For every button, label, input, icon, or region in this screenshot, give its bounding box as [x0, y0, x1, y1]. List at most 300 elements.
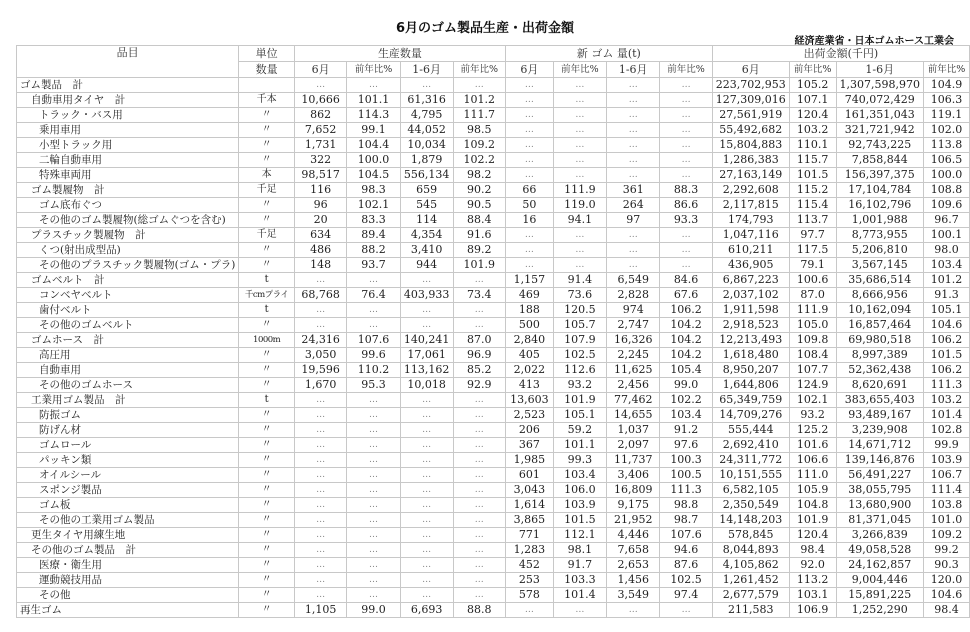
ship-value: 115.4: [789, 198, 836, 213]
ship-value: 3,266,839: [836, 528, 923, 543]
ship-value: 120.0: [924, 573, 970, 588]
table-row: [17, 453, 970, 468]
item-name: 乗用車用: [17, 123, 239, 138]
rubber-value: 253: [505, 573, 553, 588]
prod-value: 98.2: [453, 168, 505, 183]
prod-value: …: [347, 393, 400, 408]
ship-value: 102.0: [924, 123, 970, 138]
ship-value: 125.2: [789, 423, 836, 438]
rubber-value: 87.6: [660, 558, 712, 573]
ship-value: 383,655,403: [836, 393, 923, 408]
unit: 〃: [239, 348, 295, 363]
rubber-value: 88.3: [660, 183, 712, 198]
rubber-value: 413: [505, 378, 553, 393]
prod-value: …: [294, 408, 346, 423]
item-name: 工業用ゴム製品 計: [17, 393, 239, 408]
prod-value: …: [347, 423, 400, 438]
prod-value: 140,241: [400, 333, 453, 348]
prod-value: …: [294, 393, 346, 408]
table-row: [17, 333, 970, 348]
rubber-value: …: [607, 603, 660, 618]
prod-value: …: [347, 498, 400, 513]
prod-value: 114: [400, 213, 453, 228]
header-item: 品目: [17, 46, 239, 78]
item-name: 医療・衛生用: [17, 558, 239, 573]
table-row: [17, 588, 970, 603]
ship-value: 107.7: [789, 363, 836, 378]
prod-value: 20: [294, 213, 346, 228]
unit: 〃: [239, 603, 295, 618]
ship-value: 120.4: [789, 108, 836, 123]
ship-value: 3,567,145: [836, 258, 923, 273]
ship-value: 174,793: [712, 213, 789, 228]
rubber-value: 103.4: [660, 408, 712, 423]
prod-value: …: [453, 438, 505, 453]
header-subcol: 前年比%: [347, 62, 400, 78]
rubber-value: …: [607, 108, 660, 123]
prod-value: …: [347, 453, 400, 468]
ship-value: 2,918,523: [712, 318, 789, 333]
item-name: 防振ゴム: [17, 408, 239, 423]
rubber-value: 9,175: [607, 498, 660, 513]
ship-value: 1,047,116: [712, 228, 789, 243]
ship-value: 105.9: [789, 483, 836, 498]
ship-value: 8,044,893: [712, 543, 789, 558]
rubber-value: 104.2: [660, 333, 712, 348]
prod-value: …: [400, 273, 453, 288]
rubber-value: 2,747: [607, 318, 660, 333]
table-row: [17, 243, 970, 258]
ship-value: 127,309,016: [712, 93, 789, 108]
rubber-value: 91.7: [553, 558, 606, 573]
rubber-value: …: [607, 93, 660, 108]
rubber-value: 3,043: [505, 483, 553, 498]
prod-value: …: [400, 78, 453, 93]
rubber-value: 16,326: [607, 333, 660, 348]
prod-value: …: [453, 318, 505, 333]
ship-value: 99.2: [924, 543, 970, 558]
prod-value: 1,879: [400, 153, 453, 168]
ship-value: 79.1: [789, 258, 836, 273]
ship-value: 8,666,956: [836, 288, 923, 303]
rubber-value: 104.2: [660, 318, 712, 333]
ship-value: 101.9: [789, 513, 836, 528]
unit: 〃: [239, 588, 295, 603]
rubber-value: …: [660, 228, 712, 243]
unit: 〃: [239, 213, 295, 228]
item-name: その他のゴム製品 計: [17, 543, 239, 558]
unit: 〃: [239, 258, 295, 273]
ship-value: 14,709,276: [712, 408, 789, 423]
ship-value: 1,618,480: [712, 348, 789, 363]
ship-value: 107.1: [789, 93, 836, 108]
ship-value: 4,105,862: [712, 558, 789, 573]
ship-value: 24,162,857: [836, 558, 923, 573]
ship-value: 108.4: [789, 348, 836, 363]
rubber-value: 91.4: [553, 273, 606, 288]
ship-value: 101.5: [789, 168, 836, 183]
rubber-value: …: [607, 138, 660, 153]
prod-value: …: [347, 483, 400, 498]
rubber-value: 1,157: [505, 273, 553, 288]
table-row: [17, 423, 970, 438]
rubber-value: …: [660, 258, 712, 273]
item-name: プラスチック製履物 計: [17, 228, 239, 243]
ship-value: 10,151,555: [712, 468, 789, 483]
ship-value: 98.4: [924, 603, 970, 618]
table-row: [17, 438, 970, 453]
prod-value: …: [347, 528, 400, 543]
ship-value: 103.1: [789, 588, 836, 603]
table-row: [17, 213, 970, 228]
ship-value: 108.8: [924, 183, 970, 198]
rubber-value: …: [607, 258, 660, 273]
rubber-value: …: [553, 243, 606, 258]
ship-value: 14,671,712: [836, 438, 923, 453]
rubber-value: 98.8: [660, 498, 712, 513]
ship-value: 100.6: [789, 273, 836, 288]
prod-value: 100.0: [347, 153, 400, 168]
ship-value: 27,561,919: [712, 108, 789, 123]
prod-value: …: [453, 483, 505, 498]
rubber-value: 367: [505, 438, 553, 453]
rubber-value: 59.2: [553, 423, 606, 438]
rubber-value: 97.4: [660, 588, 712, 603]
rubber-value: 2,245: [607, 348, 660, 363]
unit: [239, 78, 295, 93]
ship-value: 2,037,102: [712, 288, 789, 303]
item-name: パッキン類: [17, 453, 239, 468]
rubber-value: 101.1: [553, 438, 606, 453]
prod-value: 659: [400, 183, 453, 198]
ship-value: 106.5: [924, 153, 970, 168]
rubber-value: …: [553, 93, 606, 108]
ship-value: 103.4: [924, 258, 970, 273]
table-row: [17, 378, 970, 393]
item-name: ゴムロール: [17, 438, 239, 453]
prod-value: …: [453, 423, 505, 438]
unit: 〃: [239, 363, 295, 378]
ship-value: 103.2: [789, 123, 836, 138]
ship-value: 111.0: [789, 468, 836, 483]
ship-value: 8,997,389: [836, 348, 923, 363]
table-row: [17, 528, 970, 543]
prod-value: …: [400, 423, 453, 438]
prod-value: 116: [294, 183, 346, 198]
prod-value: …: [400, 303, 453, 318]
rubber-value: 361: [607, 183, 660, 198]
prod-value: …: [453, 408, 505, 423]
unit: 〃: [239, 408, 295, 423]
unit: t: [239, 393, 295, 408]
item-name: 特殊車両用: [17, 168, 239, 183]
prod-value: …: [294, 318, 346, 333]
ship-value: 578,845: [712, 528, 789, 543]
rubber-value: 106.0: [553, 483, 606, 498]
prod-value: 101.2: [453, 93, 505, 108]
rubber-value: 93.3: [660, 213, 712, 228]
prod-value: 556,134: [400, 168, 453, 183]
prod-value: …: [400, 558, 453, 573]
ship-value: 104.6: [924, 588, 970, 603]
rubber-value: 105.7: [553, 318, 606, 333]
ship-value: 100.0: [924, 168, 970, 183]
rubber-value: 13,603: [505, 393, 553, 408]
page-title: 6月のゴム製品生産・出荷金額: [395, 21, 575, 36]
ship-value: 113.2: [789, 573, 836, 588]
rubber-value: …: [553, 153, 606, 168]
header-subcol: 前年比%: [924, 62, 970, 78]
ship-value: 106.2: [924, 333, 970, 348]
rubber-value: …: [505, 153, 553, 168]
ship-value: 2,677,579: [712, 588, 789, 603]
item-name: 二輪自動車用: [17, 153, 239, 168]
ship-value: 103.9: [924, 453, 970, 468]
rubber-value: …: [505, 138, 553, 153]
prod-value: …: [347, 543, 400, 558]
rubber-value: …: [553, 603, 606, 618]
item-name: 高圧用: [17, 348, 239, 363]
ship-value: 102.1: [789, 393, 836, 408]
ship-value: 92,743,225: [836, 138, 923, 153]
ship-value: 117.5: [789, 243, 836, 258]
unit: 〃: [239, 243, 295, 258]
prod-value: …: [347, 318, 400, 333]
prod-value: …: [400, 498, 453, 513]
prod-value: …: [294, 468, 346, 483]
unit: 〃: [239, 558, 295, 573]
prod-value: 634: [294, 228, 346, 243]
prod-value: 17,061: [400, 348, 453, 363]
item-name: トラック・バス用: [17, 108, 239, 123]
rubber-value: 103.9: [553, 498, 606, 513]
item-name: 更生タイヤ用練生地: [17, 528, 239, 543]
rubber-value: 102.5: [553, 348, 606, 363]
prod-value: …: [453, 453, 505, 468]
item-name: 自動車用タイヤ 計: [17, 93, 239, 108]
rubber-value: 73.6: [553, 288, 606, 303]
table-row: [17, 138, 970, 153]
ship-value: 12,213,493: [712, 333, 789, 348]
ship-value: 101.4: [924, 408, 970, 423]
rubber-value: 97: [607, 213, 660, 228]
rubber-value: 102.5: [660, 573, 712, 588]
prod-value: 7,652: [294, 123, 346, 138]
table-row: [17, 198, 970, 213]
prod-value: 88.4: [453, 213, 505, 228]
item-name: オイルシール: [17, 468, 239, 483]
header-group-shipment: 出荷金額(千円): [712, 46, 969, 62]
table-row: [17, 153, 970, 168]
ship-value: 27,163,149: [712, 168, 789, 183]
item-name: スポンジ製品: [17, 483, 239, 498]
table-row: [17, 183, 970, 198]
prod-value: …: [347, 573, 400, 588]
header-quantity: 数量: [239, 62, 295, 78]
rubber-value: …: [505, 78, 553, 93]
ship-value: 1,911,598: [712, 303, 789, 318]
rubber-value: 3,406: [607, 468, 660, 483]
unit: 1000m: [239, 333, 295, 348]
rubber-value: …: [660, 108, 712, 123]
rubber-value: 7,658: [607, 543, 660, 558]
table-row: [17, 363, 970, 378]
prod-value: 98,517: [294, 168, 346, 183]
unit: 〃: [239, 423, 295, 438]
prod-value: 403,933: [400, 288, 453, 303]
rubber-value: …: [505, 123, 553, 138]
rubber-value: 974: [607, 303, 660, 318]
ship-value: 2,350,549: [712, 498, 789, 513]
ship-value: 109.2: [924, 528, 970, 543]
rubber-value: 100.5: [660, 468, 712, 483]
ship-value: 104.8: [789, 498, 836, 513]
ship-value: 14,148,203: [712, 513, 789, 528]
table-row: [17, 93, 970, 108]
rubber-value: 601: [505, 468, 553, 483]
ship-value: 104.6: [924, 318, 970, 333]
ship-value: 8,773,955: [836, 228, 923, 243]
prod-value: …: [453, 303, 505, 318]
rubber-value: 67.6: [660, 288, 712, 303]
table-row: [17, 573, 970, 588]
rubber-value: 1,456: [607, 573, 660, 588]
item-name: 再生ゴム: [17, 603, 239, 618]
prod-value: …: [347, 408, 400, 423]
ship-value: 81,371,045: [836, 513, 923, 528]
rubber-value: 112.6: [553, 363, 606, 378]
rubber-value: 103.3: [553, 573, 606, 588]
prod-value: …: [294, 513, 346, 528]
prod-value: …: [294, 303, 346, 318]
rubber-value: 111.3: [660, 483, 712, 498]
prod-value: 98.3: [347, 183, 400, 198]
rubber-value: 94.6: [660, 543, 712, 558]
ship-value: 102.8: [924, 423, 970, 438]
unit: 本: [239, 168, 295, 183]
ship-value: 96.7: [924, 213, 970, 228]
ship-value: 106.6: [789, 453, 836, 468]
prod-value: 98.5: [453, 123, 505, 138]
table-row: [17, 78, 970, 93]
ship-value: 16,857,464: [836, 318, 923, 333]
ship-value: 436,905: [712, 258, 789, 273]
rubber-value: …: [553, 228, 606, 243]
header-unit: 単位: [239, 46, 295, 62]
prod-value: 87.0: [453, 333, 505, 348]
rubber-value: 106.2: [660, 303, 712, 318]
header-subcol: 1-6月: [607, 62, 660, 78]
prod-value: 545: [400, 198, 453, 213]
item-name: 小型トラック用: [17, 138, 239, 153]
ship-value: 119.1: [924, 108, 970, 123]
prod-value: 91.6: [453, 228, 505, 243]
prod-value: …: [294, 588, 346, 603]
rubber-value: 112.1: [553, 528, 606, 543]
ship-value: 35,686,514: [836, 273, 923, 288]
item-name: くつ(射出成型品): [17, 243, 239, 258]
ship-value: 555,444: [712, 423, 789, 438]
item-name: ゴム製品 計: [17, 78, 239, 93]
rubber-value: 98.7: [660, 513, 712, 528]
rubber-value: 16: [505, 213, 553, 228]
ship-value: 106.3: [924, 93, 970, 108]
prod-value: 109.2: [453, 138, 505, 153]
rubber-value: 98.1: [553, 543, 606, 558]
rubber-value: 405: [505, 348, 553, 363]
table-row: [17, 108, 970, 123]
rubber-value: 97.6: [660, 438, 712, 453]
prod-value: …: [294, 498, 346, 513]
table-row: [17, 303, 970, 318]
item-name: その他のプラスチック製履物(ゴム・プラ): [17, 258, 239, 273]
ship-value: 2,292,608: [712, 183, 789, 198]
prod-value: …: [453, 498, 505, 513]
ship-value: 87.0: [789, 288, 836, 303]
rubber-value: …: [660, 168, 712, 183]
ship-value: 99.9: [924, 438, 970, 453]
prod-value: 10,666: [294, 93, 346, 108]
rubber-value: 103.4: [553, 468, 606, 483]
prod-value: 89.2: [453, 243, 505, 258]
ship-value: 223,702,953: [712, 78, 789, 93]
ship-value: 98.4: [789, 543, 836, 558]
prod-value: …: [453, 78, 505, 93]
unit: 〃: [239, 153, 295, 168]
header-subcol: 6月: [294, 62, 346, 78]
ship-value: 120.4: [789, 528, 836, 543]
prod-value: …: [347, 78, 400, 93]
ship-value: 101.5: [924, 348, 970, 363]
rubber-value: 206: [505, 423, 553, 438]
prod-value: …: [294, 483, 346, 498]
ship-value: 5,206,810: [836, 243, 923, 258]
ship-value: 97.7: [789, 228, 836, 243]
item-name: ゴムホース 計: [17, 333, 239, 348]
ship-value: 15,804,883: [712, 138, 789, 153]
rubber-value: …: [660, 93, 712, 108]
prod-value: …: [294, 543, 346, 558]
rubber-value: 2,097: [607, 438, 660, 453]
rubber-value: 3,865: [505, 513, 553, 528]
rubber-value: 452: [505, 558, 553, 573]
prod-value: 3,050: [294, 348, 346, 363]
table-row: [17, 603, 970, 618]
prod-value: 90.2: [453, 183, 505, 198]
unit: 〃: [239, 123, 295, 138]
header-row-groups: [17, 46, 970, 62]
unit: 〃: [239, 528, 295, 543]
header-subcol: 1-6月: [400, 62, 453, 78]
rubber-value: …: [505, 603, 553, 618]
rubber-value: 66: [505, 183, 553, 198]
prod-value: 944: [400, 258, 453, 273]
ship-value: 17,104,784: [836, 183, 923, 198]
item-name: その他のゴム製履物(総ゴムぐつを含む): [17, 213, 239, 228]
ship-value: 100.1: [924, 228, 970, 243]
header-subcol: 前年比%: [660, 62, 712, 78]
prod-value: …: [400, 318, 453, 333]
unit: 〃: [239, 498, 295, 513]
prod-value: …: [453, 543, 505, 558]
rubber-value: 105.4: [660, 363, 712, 378]
prod-value: 113,162: [400, 363, 453, 378]
ship-value: 16,102,796: [836, 198, 923, 213]
prod-value: …: [347, 273, 400, 288]
rubber-value: 1,985: [505, 453, 553, 468]
item-name: コンベヤベルト: [17, 288, 239, 303]
rubber-value: 1,283: [505, 543, 553, 558]
